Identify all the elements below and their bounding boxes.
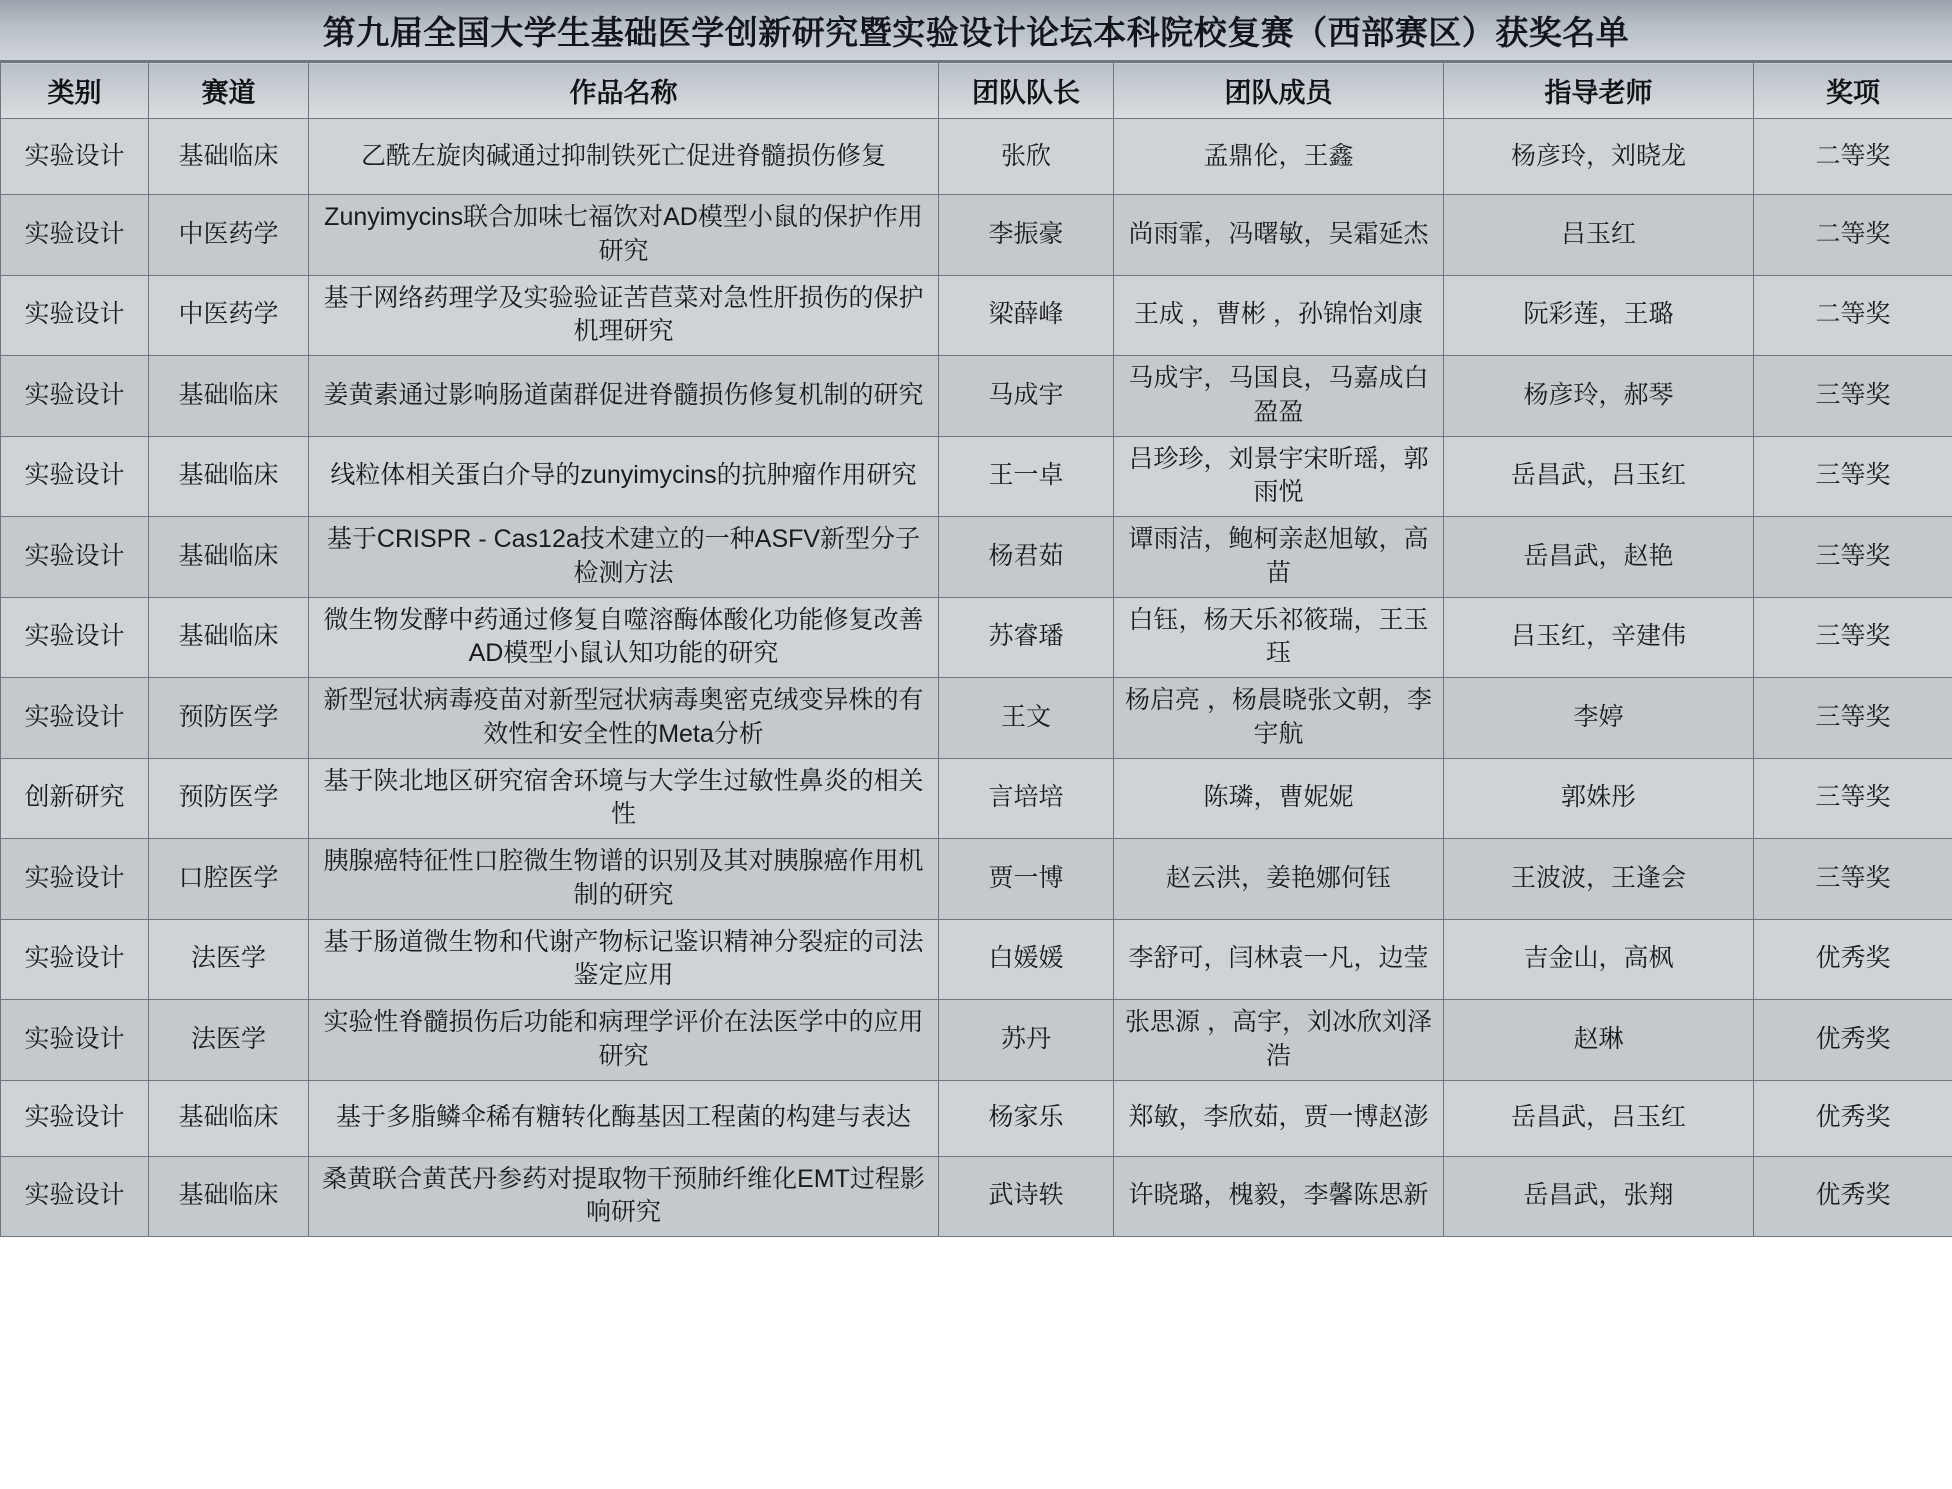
column-header-award: 奖项 xyxy=(1754,63,1952,119)
cell-work: 基于CRISPR - Cas12a技术建立的一种ASFV新型分子检测方法 xyxy=(309,517,939,598)
cell-members: 王成 ，曹彬 ，孙锦怡刘康 xyxy=(1114,275,1444,356)
award-table xyxy=(0,62,1952,1237)
cell-teacher: 李婷 xyxy=(1444,678,1754,759)
cell-track: 基础临床 xyxy=(149,119,309,195)
cell-track: 基础临床 xyxy=(149,1156,309,1237)
cell-award: 三等奖 xyxy=(1754,517,1952,598)
cell-award: 三等奖 xyxy=(1754,678,1952,759)
cell-leader: 武诗轶 xyxy=(939,1156,1114,1237)
cell-track: 中医药学 xyxy=(149,275,309,356)
cell-track: 法医学 xyxy=(149,1000,309,1081)
column-header-category: 类别 xyxy=(1,63,149,119)
cell-category: 实验设计 xyxy=(1,356,149,437)
cell-track: 口腔医学 xyxy=(149,839,309,920)
table-row xyxy=(1,275,1952,356)
cell-track: 中医药学 xyxy=(149,195,309,276)
table-row xyxy=(1,1156,1952,1237)
column-header-teacher: 指导老师 xyxy=(1444,63,1754,119)
table-row xyxy=(1,1080,1952,1156)
table-header-row xyxy=(1,63,1952,119)
cell-award: 三等奖 xyxy=(1754,436,1952,517)
cell-members: 许晓璐，槐毅，李馨陈思新 xyxy=(1114,1156,1444,1237)
cell-members: 白钰，杨天乐祁筱瑞，王玉珏 xyxy=(1114,597,1444,678)
cell-work: 基于肠道微生物和代谢产物标记鉴识精神分裂症的司法鉴定应用 xyxy=(309,919,939,1000)
cell-members: 马成宇，马国良，马嘉成白盈盈 xyxy=(1114,356,1444,437)
cell-work: 基于陕北地区研究宿舍环境与大学生过敏性鼻炎的相关性 xyxy=(309,758,939,839)
cell-members: 吕珍珍，刘景宇宋昕瑶，郭雨悦 xyxy=(1114,436,1444,517)
column-header-members: 团队成员 xyxy=(1114,63,1444,119)
cell-members: 李舒可，闫林袁一凡，边莹 xyxy=(1114,919,1444,1000)
cell-leader: 梁薛峰 xyxy=(939,275,1114,356)
cell-award: 优秀奖 xyxy=(1754,1000,1952,1081)
cell-category: 实验设计 xyxy=(1,436,149,517)
cell-leader: 言培培 xyxy=(939,758,1114,839)
cell-award: 三等奖 xyxy=(1754,839,1952,920)
cell-teacher: 岳昌武，吕玉红 xyxy=(1444,436,1754,517)
cell-leader: 苏丹 xyxy=(939,1000,1114,1081)
cell-teacher: 岳昌武，张翔 xyxy=(1444,1156,1754,1237)
cell-track: 基础临床 xyxy=(149,436,309,517)
cell-track: 基础临床 xyxy=(149,597,309,678)
cell-work: 新型冠状病毒疫苗对新型冠状病毒奥密克绒变异株的有效性和安全性的Meta分析 xyxy=(309,678,939,759)
cell-work: Zunyimycins联合加味七福饮对AD模型小鼠的保护作用研究 xyxy=(309,195,939,276)
table-row xyxy=(1,597,1952,678)
cell-leader: 王文 xyxy=(939,678,1114,759)
cell-members: 郑敏，李欣茹，贾一博赵澎 xyxy=(1114,1080,1444,1156)
cell-category: 实验设计 xyxy=(1,919,149,1000)
cell-leader: 杨君茹 xyxy=(939,517,1114,598)
cell-members: 张思源 ，高宇，刘冰欣刘泽浩 xyxy=(1114,1000,1444,1081)
cell-category: 创新研究 xyxy=(1,758,149,839)
cell-members: 孟鼎伦，王鑫 xyxy=(1114,119,1444,195)
cell-leader: 苏睿璠 xyxy=(939,597,1114,678)
cell-award: 三等奖 xyxy=(1754,597,1952,678)
cell-track: 预防医学 xyxy=(149,678,309,759)
cell-leader: 贾一博 xyxy=(939,839,1114,920)
cell-members: 赵云洪，姜艳娜何钰 xyxy=(1114,839,1444,920)
table-row xyxy=(1,678,1952,759)
cell-leader: 马成宇 xyxy=(939,356,1114,437)
cell-teacher: 吕玉红 xyxy=(1444,195,1754,276)
cell-members: 谭雨洁，鲍柯亲赵旭敏，高苗 xyxy=(1114,517,1444,598)
cell-category: 实验设计 xyxy=(1,1156,149,1237)
cell-work: 实验性脊髓损伤后功能和病理学评价在法医学中的应用研究 xyxy=(309,1000,939,1081)
cell-category: 实验设计 xyxy=(1,1000,149,1081)
cell-category: 实验设计 xyxy=(1,119,149,195)
cell-category: 实验设计 xyxy=(1,275,149,356)
cell-leader: 张欣 xyxy=(939,119,1114,195)
table-body xyxy=(1,119,1952,1237)
cell-award: 优秀奖 xyxy=(1754,1156,1952,1237)
page-title: 第九届全国大学生基础医学创新研究暨实验设计论坛本科院校复赛（西部赛区）获奖名单 xyxy=(322,13,1630,51)
cell-teacher: 阮彩莲，王璐 xyxy=(1444,275,1754,356)
cell-work: 桑黄联合黄芪丹参药对提取物干预肺纤维化EMT过程影响研究 xyxy=(309,1156,939,1237)
table-header xyxy=(1,63,1952,119)
cell-category: 实验设计 xyxy=(1,1080,149,1156)
cell-award: 二等奖 xyxy=(1754,119,1952,195)
cell-award: 二等奖 xyxy=(1754,195,1952,276)
cell-work: 姜黄素通过影响肠道菌群促进脊髓损伤修复机制的研究 xyxy=(309,356,939,437)
cell-teacher: 岳昌武，吕玉红 xyxy=(1444,1080,1754,1156)
cell-members: 尚雨霏，冯曙敏，吴霜延杰 xyxy=(1114,195,1444,276)
cell-track: 法医学 xyxy=(149,919,309,1000)
cell-work: 线粒体相关蛋白介导的zunyimycins的抗肿瘤作用研究 xyxy=(309,436,939,517)
cell-track: 基础临床 xyxy=(149,356,309,437)
cell-award: 二等奖 xyxy=(1754,275,1952,356)
cell-award: 三等奖 xyxy=(1754,356,1952,437)
cell-work: 微生物发酵中药通过修复自噬溶酶体酸化功能修复改善AD模型小鼠认知功能的研究 xyxy=(309,597,939,678)
page-title-bar xyxy=(0,0,1952,62)
cell-work: 基于多脂鳞伞稀有糖转化酶基因工程菌的构建与表达 xyxy=(309,1080,939,1156)
cell-leader: 杨家乐 xyxy=(939,1080,1114,1156)
cell-track: 预防医学 xyxy=(149,758,309,839)
column-header-work: 作品名称 xyxy=(309,63,939,119)
cell-work: 乙酰左旋肉碱通过抑制铁死亡促进脊髓损伤修复 xyxy=(309,119,939,195)
table-row xyxy=(1,356,1952,437)
table-row xyxy=(1,758,1952,839)
cell-category: 实验设计 xyxy=(1,517,149,598)
cell-category: 实验设计 xyxy=(1,597,149,678)
cell-members: 陈璘，曹妮妮 xyxy=(1114,758,1444,839)
cell-track: 基础临床 xyxy=(149,1080,309,1156)
cell-category: 实验设计 xyxy=(1,678,149,759)
cell-members: 杨启亮 ，杨晨晓张文朝，李宇航 xyxy=(1114,678,1444,759)
cell-award: 优秀奖 xyxy=(1754,919,1952,1000)
cell-teacher: 杨彦玲，郝琴 xyxy=(1444,356,1754,437)
cell-category: 实验设计 xyxy=(1,195,149,276)
table-row xyxy=(1,436,1952,517)
cell-teacher: 王波波，王逢会 xyxy=(1444,839,1754,920)
cell-leader: 王一卓 xyxy=(939,436,1114,517)
table-row xyxy=(1,119,1952,195)
cell-teacher: 吕玉红，辛建伟 xyxy=(1444,597,1754,678)
table-row xyxy=(1,919,1952,1000)
cell-category: 实验设计 xyxy=(1,839,149,920)
cell-award: 优秀奖 xyxy=(1754,1080,1952,1156)
cell-track: 基础临床 xyxy=(149,517,309,598)
cell-teacher: 杨彦玲，刘晓龙 xyxy=(1444,119,1754,195)
cell-work: 胰腺癌特征性口腔微生物谱的识别及其对胰腺癌作用机制的研究 xyxy=(309,839,939,920)
cell-leader: 白媛媛 xyxy=(939,919,1114,1000)
column-header-track: 赛道 xyxy=(149,63,309,119)
cell-teacher: 吉金山，高枫 xyxy=(1444,919,1754,1000)
table-row xyxy=(1,839,1952,920)
cell-work: 基于网络药理学及实验验证苦苣菜对急性肝损伤的保护机理研究 xyxy=(309,275,939,356)
cell-teacher: 岳昌武，赵艳 xyxy=(1444,517,1754,598)
table-row xyxy=(1,1000,1952,1081)
cell-award: 三等奖 xyxy=(1754,758,1952,839)
column-header-leader: 团队队长 xyxy=(939,63,1114,119)
table-row xyxy=(1,517,1952,598)
cell-leader: 李振豪 xyxy=(939,195,1114,276)
cell-teacher: 郭姝彤 xyxy=(1444,758,1754,839)
table-row xyxy=(1,195,1952,276)
cell-teacher: 赵琳 xyxy=(1444,1000,1754,1081)
